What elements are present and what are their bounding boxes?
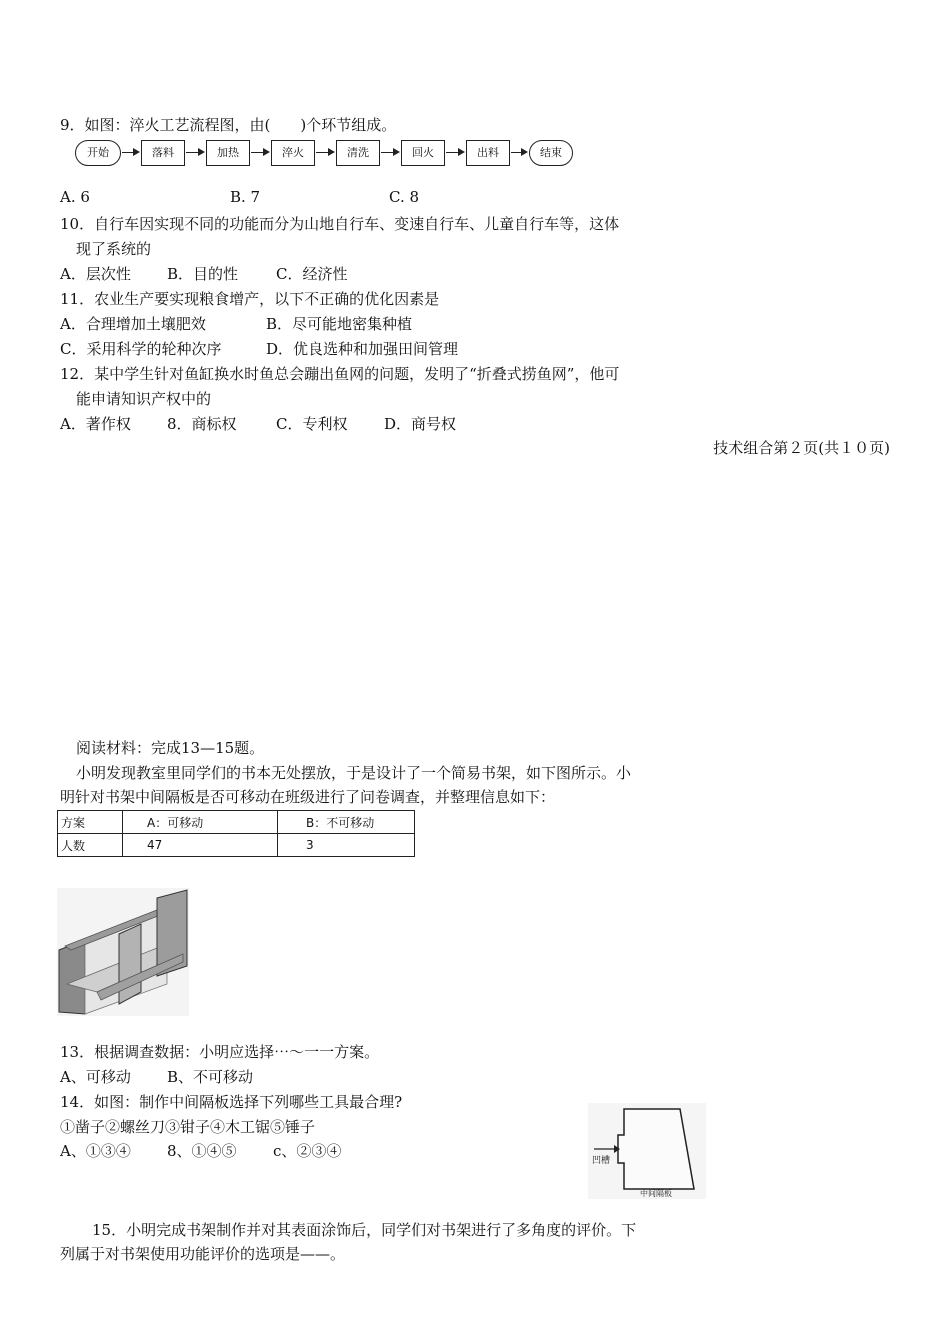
flow-arrow	[122, 152, 138, 153]
q10-text: 10．自行车因实现不同的功能而分为山地自行车、变速自行车、儿童自行车等，这体	[60, 215, 620, 233]
table-cell: 人数	[58, 834, 123, 857]
option: c、②③④	[273, 1142, 342, 1160]
flow-step-start: 开始	[75, 140, 121, 166]
q12-text-cont: 能申请知识产权中的	[76, 390, 212, 408]
option: D．商号权	[384, 415, 457, 433]
q13-options	[60, 1067, 253, 1087]
flow-step: 落料	[141, 140, 185, 166]
option: B．目的性	[167, 265, 239, 283]
q11-options-row1	[60, 314, 412, 334]
option: C．经济性	[276, 265, 348, 283]
flow-step-end: 结束	[529, 140, 573, 166]
quench-flowchart	[75, 138, 575, 170]
table-row	[58, 834, 415, 857]
q14-options	[60, 1141, 341, 1161]
flow-step: 回火	[401, 140, 445, 166]
flow-arrow	[381, 152, 398, 153]
table-cell: B：不可移动	[278, 811, 415, 834]
flow-arrow	[186, 152, 203, 153]
q9-options	[60, 187, 419, 207]
partition-board-figure	[588, 1103, 706, 1199]
flow-step: 清洗	[336, 140, 380, 166]
table-cell: 3	[278, 834, 415, 857]
option: A．层次性	[60, 265, 131, 283]
reading-text-cont: 明针对书架中间隔板是否可移动在班级进行了问卷调查，并整理信息如下：	[60, 788, 556, 806]
q14-text: 14．如图：制作中间隔板选择下列哪些工具最合理?	[60, 1093, 403, 1111]
option: B、不可移动	[167, 1068, 254, 1086]
notch-label: 凹槽	[592, 1156, 611, 1166]
reading-title: 阅读材料：完成13—15题。	[76, 739, 265, 757]
flow-step: 淬火	[271, 140, 315, 166]
q12-options	[60, 414, 456, 434]
page-footer: 技术组合第２页(共１０页)	[713, 439, 890, 457]
option: B. 7	[230, 188, 261, 206]
option: A、可移动	[60, 1068, 131, 1086]
bookshelf-figure	[57, 888, 189, 1016]
q10-options	[60, 264, 347, 284]
q15-text-cont: 列属于对书架使用功能评价的选项是——。	[60, 1245, 346, 1263]
survey-table	[57, 810, 415, 857]
table-cell: 方案	[58, 811, 123, 834]
q11-text: 11．农业生产要实现粮食增产，以下不正确的优化因素是	[60, 290, 440, 308]
q12-text: 12．某中学生针对鱼缸换水时鱼总会蹦出鱼网的问题，发明了“折叠式捞鱼网”，他可	[60, 365, 620, 383]
q11-options-row2	[60, 339, 458, 359]
flow-arrow	[446, 152, 463, 153]
option: A．著作权	[60, 415, 131, 433]
option: 8．商标权	[167, 415, 237, 433]
q13-text: 13．根据调查数据：小明应选择⋯～一一方案。	[60, 1043, 380, 1061]
q14-tools: ①凿子②螺丝刀③钳子④木工锯⑤锤子	[60, 1118, 316, 1136]
q10-text-cont: 现了系统的	[76, 240, 152, 258]
option: B．尽可能地密集种植	[266, 315, 413, 333]
option: C．专利权	[276, 415, 348, 433]
partition-caption: 中间隔板	[640, 1189, 672, 1198]
flow-step: 出料	[466, 140, 510, 166]
option: C. 8	[389, 188, 420, 206]
option: C．采用科学的轮种次序	[60, 340, 222, 358]
flow-arrow	[316, 152, 333, 153]
option: A. 6	[60, 188, 90, 206]
option: A．合理增加土壤肥效	[60, 315, 206, 333]
flow-step: 加热	[206, 140, 250, 166]
option: A、①③④	[60, 1142, 131, 1160]
option: D．优良选种和加强田间管理	[266, 340, 459, 358]
table-row	[58, 811, 415, 834]
flow-arrow	[511, 152, 526, 153]
q15-text: 15．小明完成书架制作并对其表面涂饰后，同学们对书架进行了多角度的评价。下	[92, 1221, 637, 1239]
table-cell: 47	[123, 834, 278, 857]
table-cell: A：可移动	[123, 811, 278, 834]
flow-arrow	[251, 152, 268, 153]
option: 8、①④⑤	[167, 1142, 237, 1160]
reading-text: 小明发现教室里同学们的书本无处摆放，于是设计了一个简易书架，如下图所示。小	[76, 764, 632, 782]
q9-text: 9．如图：淬火工艺流程图，由( )个环节组成。	[60, 116, 397, 134]
